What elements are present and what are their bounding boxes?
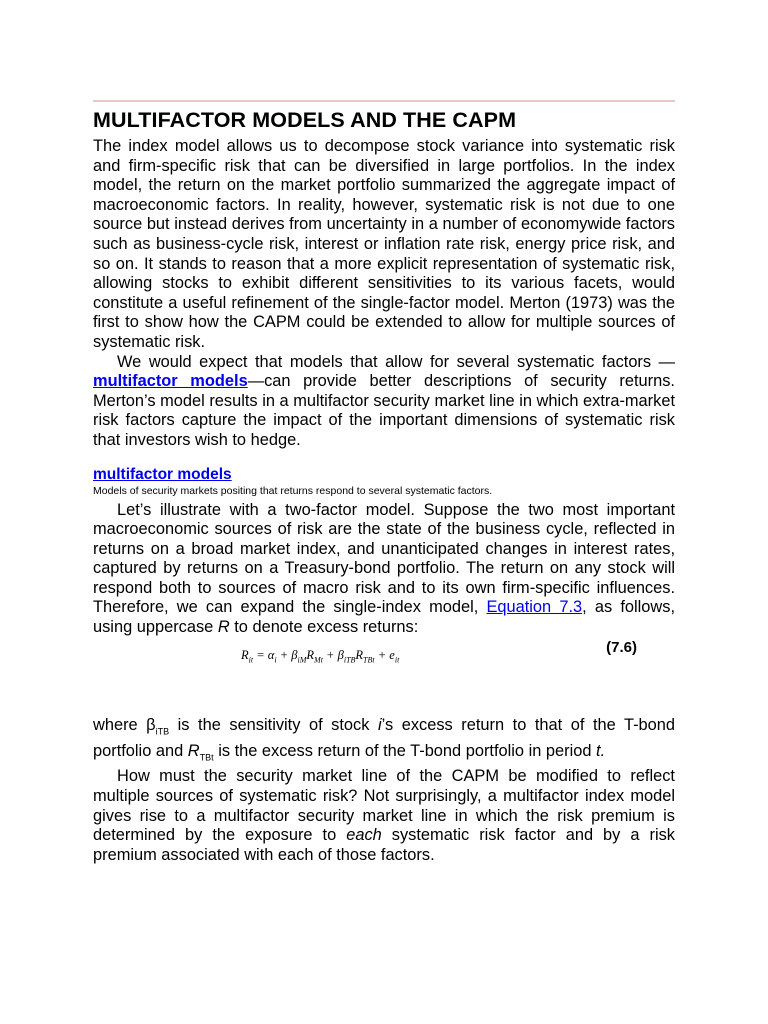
eq-r-market: R <box>306 647 315 662</box>
equation-number: (7.6) <box>606 638 637 656</box>
eq-beta-market-sub: iM <box>297 655 307 665</box>
equation-7-6: $R_{it} = \alpha_i + \beta_{iM}R_{Mt} + \beta_{iTB}R_{TBt} + e_{it}$ <box>241 647 400 665</box>
where-italic-r: R <box>187 741 200 760</box>
sml-text-after: systematic risk factor and by a risk premium associated with each of those factors. <box>93 826 675 864</box>
eq-beta-tbond-sub: iTB <box>343 655 356 665</box>
paragraph-multifactor-text-before: We would expect that models that allow for several systematic factors — <box>117 352 675 371</box>
where-text-1: where β <box>93 715 156 734</box>
paragraph-two-factor-text-middle: , as follows, using uppercase <box>93 598 675 637</box>
paragraph-where <box>93 716 675 768</box>
eq-lhs-sub: it <box>248 655 254 665</box>
paragraph-sml <box>93 767 675 865</box>
multifactor-models-link[interactable]: multifactor models <box>93 372 248 391</box>
section-heading: MULTIFACTOR MODELS AND THE CAPM <box>93 108 517 132</box>
where-sub-1: iTB <box>155 725 170 736</box>
where-text-2: is the sensitivity of stock <box>169 715 378 734</box>
eq-r-tbond: R <box>355 647 364 662</box>
paragraph-intro: The index model allows us to decompose stock variance into systematic risk and firm-specific risk that can be diversified in large portfolios. In the index model, the return on the market portfolio summarized the aggregate impact of macroeconomic factors. In reality, however, systematic risk is not due to one source but instead derives from uncertainty in a number of economywide factors such as business-cycle risk, interest or inflation rate risk, energy price risk, and so on. It stands to reason that a more explicit representation of systematic risk, allowing stocks to exhibit different sensitivities to its various facets, would constitute a useful refinement of the single-factor model. Merton (1973) was the first to show how the CAPM could be extended to allow for multiple sources of systematic risk. <box>93 137 675 351</box>
paragraph-multifactor-text-after: —can provide better descriptions of security returns. Merton’s model results in a multifactor security market line in which extra-market risk factors capture the impact of the important dimensions of systematic risk that investors wish to hedge. <box>93 372 675 449</box>
equation-block <box>93 638 675 708</box>
eq-beta-market: β <box>291 647 298 662</box>
glossary-term-link[interactable]: multifactor models <box>93 465 232 483</box>
paragraph-two-factor-text-after: to denote excess returns: <box>229 618 419 637</box>
eq-error: e <box>389 647 395 662</box>
document-page <box>93 100 675 865</box>
where-italic-i: i <box>377 715 382 734</box>
eq-alpha-sub: i <box>274 655 277 665</box>
eq-r-market-sub: Mt <box>314 655 323 665</box>
sml-italic-each: each <box>346 826 382 845</box>
eq-lhs: R <box>241 647 249 662</box>
eq-beta-tbond: β <box>337 647 344 662</box>
where-italic-t: t. <box>596 741 606 760</box>
eq-error-sub: it <box>394 655 400 665</box>
where-text-3: ’s excess return to that of the T-bond portfolio and <box>93 715 676 760</box>
top-divider <box>93 100 675 102</box>
sml-text-before: How must the security market line of the CAPM be modified to reflect multiple sources of systematic risk? Not surprisingly, a multifactor index model gives rise to a multifactor security market line in which the risk premium is determined by the exposure to <box>93 767 675 845</box>
italic-r: R <box>217 618 230 637</box>
paragraph-two-factor <box>93 501 675 638</box>
eq-alpha: α <box>267 647 275 662</box>
glossary-definition: Models of security markets positing that returns respond to several systematic factors. <box>93 484 493 497</box>
paragraph-two-factor-text-before: Let’s illustrate with a two-factor model. Suppose the two most important macroeconomic sources of risk are the state of the business cycle, reflected in returns on a broad market index, and unanticipated changes in interest rates, captured by returns on a Treasury-bond portfolio. The return on any stock will respond both to sources of macro risk and to its own firm-specific influences. Therefore, we can expand the single-index model, <box>93 500 675 617</box>
where-text-4: is the excess return of the T-bond portfolio in period <box>213 741 597 760</box>
where-sub-2: TBt <box>199 751 214 762</box>
paragraph-multifactor <box>93 353 675 451</box>
equation-7-3-link[interactable]: Equation 7.3 <box>486 598 583 617</box>
eq-r-tbond-sub: TBt <box>363 655 375 665</box>
